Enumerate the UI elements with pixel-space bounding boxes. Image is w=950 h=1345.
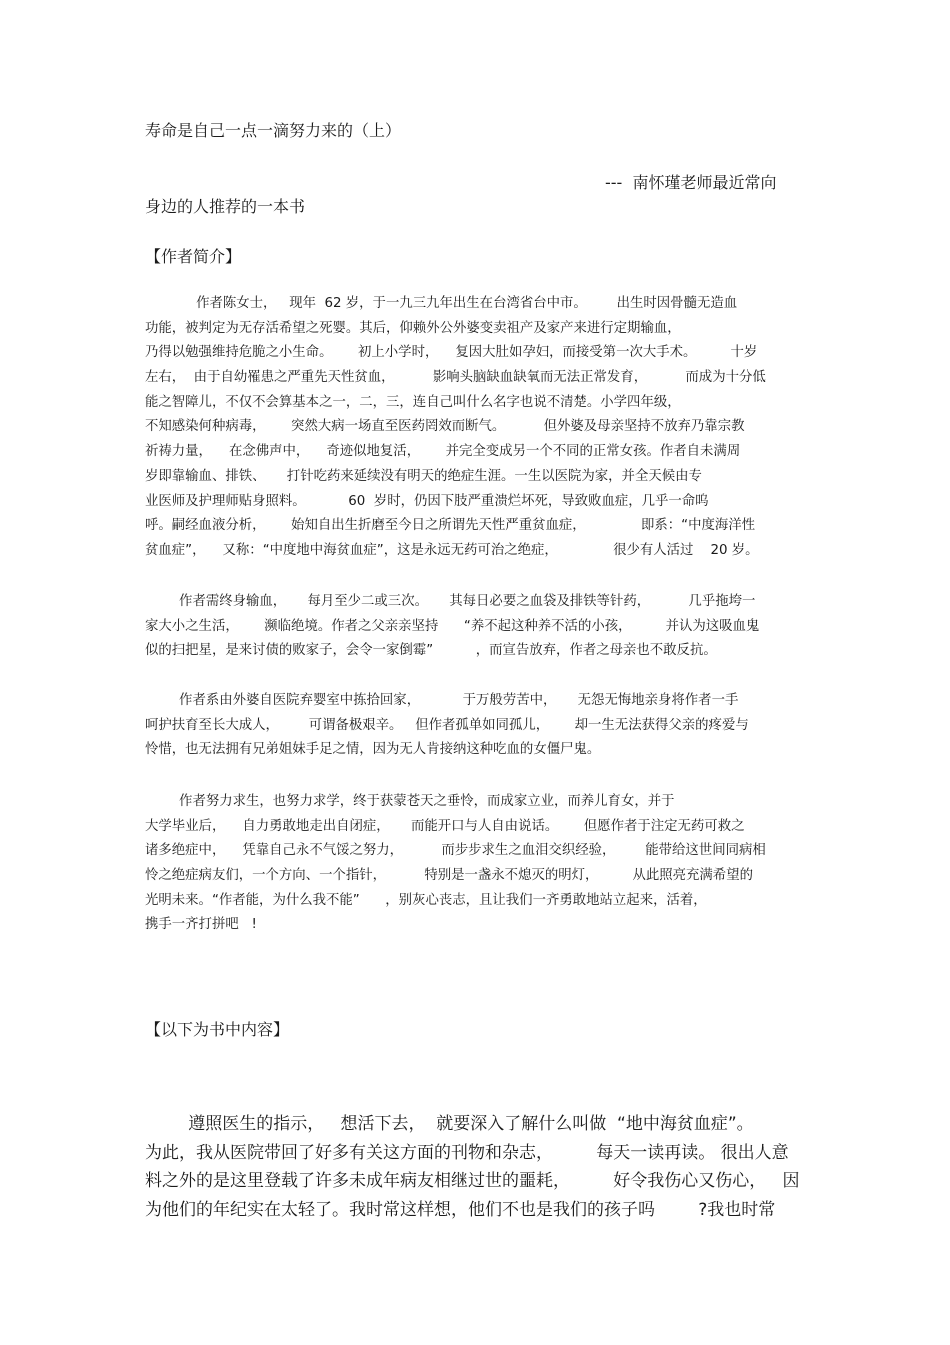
text-line: 诸多绝症中， 凭靠自己永不气馁之努力， 而步步求生之血泪交织经验， 能带给这世间同病相 bbox=[145, 843, 766, 859]
text-line: 遵照医生的指示， 想活下去， 就要深入了解什么叫做 “地中海贫血症”。 bbox=[145, 1114, 754, 1134]
text-line: 祈祷力量， 在念佛声中， 奇迹似地复活， 并完全变成另一个不同的正常女孩。作者自未满周 bbox=[145, 444, 741, 460]
section-heading-author: 【作者简介】 bbox=[145, 247, 242, 266]
text-line: 怜之绝症病友们，一个方向、一个指针， 特别是一盏永不熄灭的明灯， 从此照亮充满希望的 bbox=[145, 868, 753, 884]
text-line: 似的扫把星，是来讨债的败家子，会令一家倒霉” ，而宣告放弃，作者之母亲也不敢反抗。 bbox=[145, 643, 717, 659]
text-line: 作者需终身输血， 每月至少二或三次。 其每日必要之血袋及排铁等针药， 几乎拖垮一 bbox=[145, 594, 756, 609]
paragraph-author-intro bbox=[145, 292, 815, 564]
text-line: 左右， 由于自幼罹患之严重先天性贫血， 影响头脑缺血缺氧而无法正常发育， 而成为十分低 bbox=[145, 370, 766, 386]
text-line: 岁即靠输血、排铁、 打针吃药来延续没有明天的绝症生涯。一生以医院为家，并全天候由专 bbox=[145, 468, 702, 484]
text-line: 不知感染何种病毒， 突然大病一场直至医药罔效而断气。 但外婆及母亲坚持不放弃乃靠宗教 bbox=[145, 419, 745, 435]
subtitle-attribution: --- 南怀瑾老师最近常向 bbox=[605, 173, 777, 192]
text-line: 乃得以勉强维持危脆之小生命。 初上小学时， 复因大肚如孕妇，而接受第一次大手术。 十岁 bbox=[145, 345, 758, 361]
text-line: 家大小之生活， 濒临绝境。作者之父亲亲坚持 “养不起这种养不活的小孩， 并认为这吸血鬼 bbox=[145, 618, 760, 634]
paragraph-grandmother bbox=[145, 689, 815, 763]
text-line: 作者系由外婆自医院弃婴室中拣拾回家， 于万般劳苦中， 无怨无悔地亲身将作者一手 bbox=[145, 693, 739, 708]
text-line: 怜惜，也无法拥有兄弟姐妹手足之情，因为无人肯接纳这种吃血的女僵尸鬼。 bbox=[145, 742, 601, 758]
subtitle-continuation: 身边的人推荐的一本书 bbox=[145, 197, 306, 216]
text-line: 大学毕业后， 自力勇敢地走出自闭症， 而能开口与人自由说话。 但愿作者于注定无药可救之 bbox=[145, 818, 745, 834]
text-line: 业医师及护理师贴身照料。 60 岁时，仍因下肢严重溃烂坏死，导致败血症，几乎一命呜 bbox=[145, 493, 709, 509]
text-line: 为此，我从医院带回了好多有关这方面的刊物和杂志， 每天一读再读。 很出人意 bbox=[145, 1142, 789, 1163]
paragraph-transfusion bbox=[145, 590, 815, 664]
document-title: 寿命是自己一点一滴努力来的（上） bbox=[145, 121, 402, 140]
text-line: 呼。嗣经血液分析， 始知自出生折磨至今日之所谓先天性严重贫血症， 即系：“中度海洋性 bbox=[145, 518, 756, 534]
text-line: 料之外的是这里登载了许多未成年病友相继过世的噩耗， 好令我伤心又伤心， 因 bbox=[145, 1171, 800, 1191]
text-line: 为他们的年纪实在太轻了。我时常这样想，他们不也是我们的孩子吗 ?我也时常 bbox=[145, 1199, 776, 1220]
text-line: 功能，被判定为无存活希望之死婴。其后，仰赖外公外婆变卖祖产及家产来进行定期输血， bbox=[145, 320, 681, 336]
text-line: 作者陈女士， 现年 62 岁，于一九三九年出生在台湾省台中市。 出生时因骨髓无造血 bbox=[145, 296, 738, 311]
text-line: 光明未来。“作者能，为什么我不能” ，别灰心丧志，且让我们一齐勇敢地站立起来，活着， bbox=[145, 892, 707, 908]
text-line: 能之智障儿，不仅不会算基本之一，二，三，连自己叫什么名字也说不清楚。小学四年级， bbox=[145, 394, 681, 410]
text-line: 作者努力求生，也努力求学，终于获蒙苍天之垂怜，而成家立业，而养儿育女，并于 bbox=[145, 794, 675, 809]
text-line: 呵护扶育至长大成人， 可谓备极艰辛。 但作者孤单如同孤儿， 却一生无法获得父亲的疼爱与 bbox=[145, 717, 749, 733]
paragraph-book-content bbox=[145, 1110, 815, 1224]
paragraph-striving bbox=[145, 790, 815, 938]
section-heading-book: 【以下为书中内容】 bbox=[145, 1020, 290, 1039]
text-line: 贫血症”， 又称：“中度地中海贫血症”，这是永远无药可治之绝症， 很少有人活过 20 岁。 bbox=[145, 542, 759, 558]
text-line: 携手一齐打拼吧 ! bbox=[145, 917, 257, 933]
